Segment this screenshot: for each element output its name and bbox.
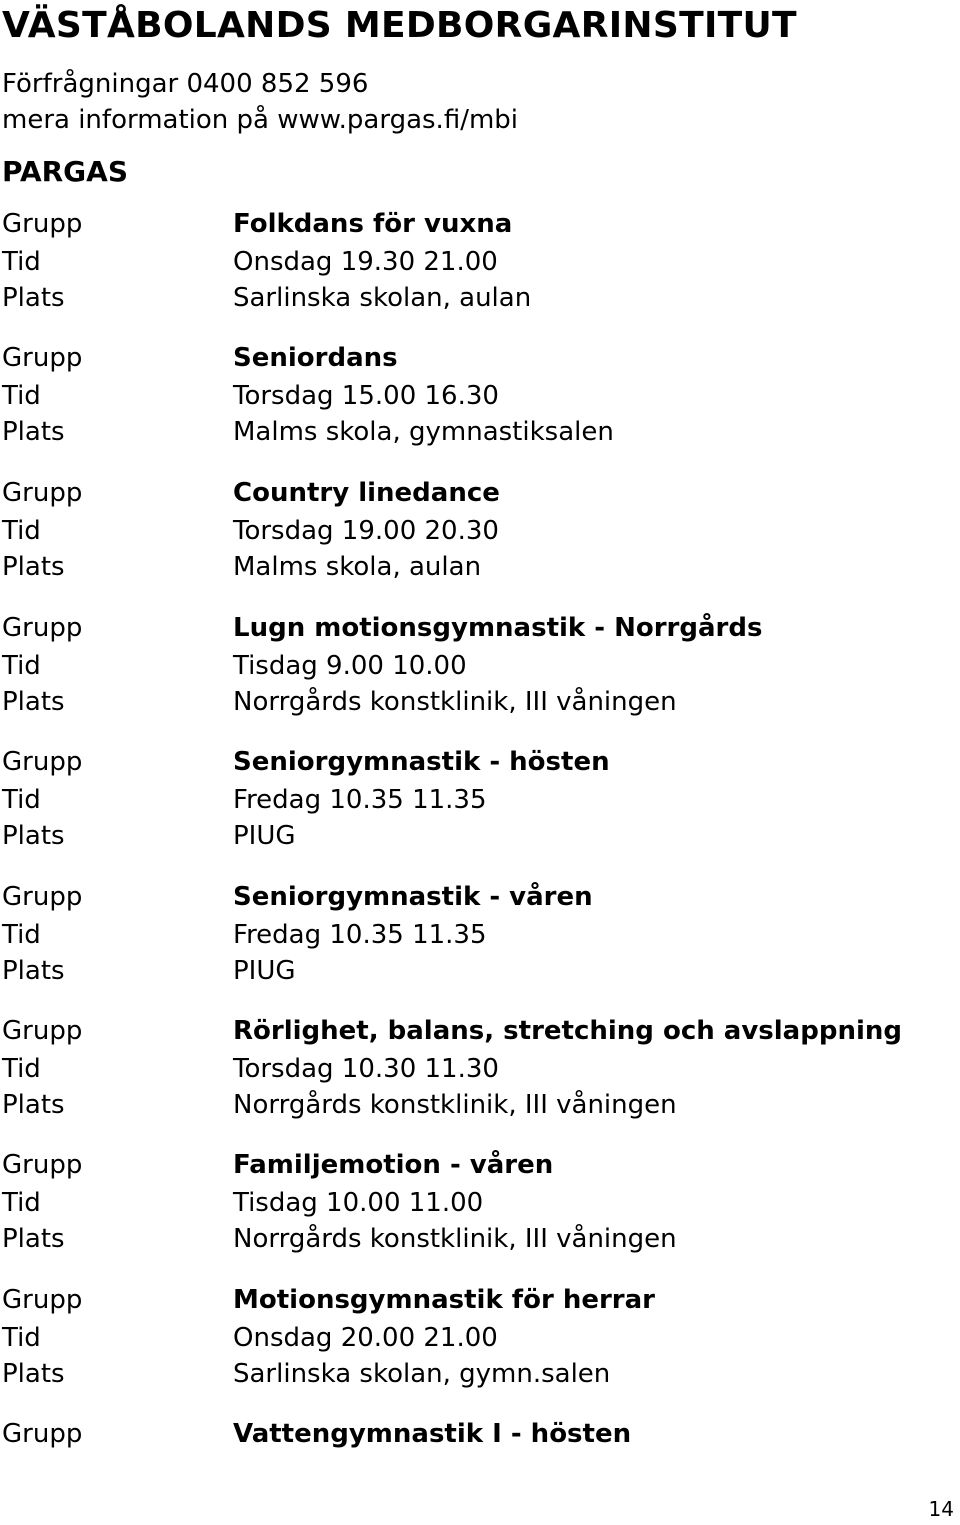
course-place: Norrgårds konstklinik, III våningen	[233, 1224, 677, 1254]
course-place: PIUG	[233, 956, 296, 986]
course-name: Motionsgymnastik för herrar	[233, 1285, 655, 1315]
group-row	[0, 610, 960, 648]
course-entry	[0, 475, 960, 585]
course-time: Torsdag 15.00 16.30	[233, 381, 499, 411]
course-name: Folkdans för vuxna	[233, 209, 513, 239]
course-time: Tisdag 10.00 11.00	[233, 1188, 484, 1218]
course-entry	[0, 610, 960, 720]
document-title: VÄSTÅBOLANDS MEDBORGARINSTITUT	[2, 5, 797, 46]
course-time: Fredag 10.35 11.35	[233, 920, 487, 950]
time-row	[0, 244, 960, 280]
time-row	[0, 1051, 960, 1087]
group-label: Grupp	[2, 343, 83, 373]
course-place: Sarlinska skolan, aulan	[233, 283, 532, 313]
time-label: Tid	[2, 1054, 41, 1084]
place-row	[0, 414, 960, 450]
course-place: PIUG	[233, 821, 296, 851]
group-row	[0, 475, 960, 513]
time-row	[0, 513, 960, 549]
place-row	[0, 1356, 960, 1392]
time-label: Tid	[2, 1188, 41, 1218]
place-label: Plats	[2, 1224, 65, 1254]
group-label: Grupp	[2, 478, 83, 508]
course-place: Norrgårds konstklinik, III våningen	[233, 687, 677, 717]
course-place: Sarlinska skolan, gymn.salen	[233, 1359, 611, 1389]
course-name: Country linedance	[233, 478, 500, 508]
course-time: Onsdag 19.30 21.00	[233, 247, 498, 277]
group-label: Grupp	[2, 1285, 83, 1315]
group-label: Grupp	[2, 882, 83, 912]
course-entry	[0, 744, 960, 854]
time-row	[0, 1185, 960, 1221]
course-name: Seniordans	[233, 343, 398, 373]
group-label: Grupp	[2, 747, 83, 777]
place-label: Plats	[2, 821, 65, 851]
group-row	[0, 1147, 960, 1185]
group-row	[0, 1013, 960, 1051]
place-row	[0, 684, 960, 720]
course-time: Torsdag 19.00 20.30	[233, 516, 499, 546]
time-label: Tid	[2, 1323, 41, 1353]
time-label: Tid	[2, 247, 41, 277]
course-place: Malms skola, gymnastiksalen	[233, 417, 614, 447]
course-name: Familjemotion - våren	[233, 1150, 554, 1180]
group-row	[0, 1416, 960, 1454]
course-entry	[0, 1147, 960, 1257]
place-row	[0, 549, 960, 585]
place-label: Plats	[2, 687, 65, 717]
place-label: Plats	[2, 1090, 65, 1120]
course-time: Fredag 10.35 11.35	[233, 785, 487, 815]
course-entry	[0, 206, 960, 316]
time-label: Tid	[2, 381, 41, 411]
course-time: Torsdag 10.30 11.30	[233, 1054, 499, 1084]
course-name: Seniorgymnastik - våren	[233, 882, 593, 912]
place-label: Plats	[2, 417, 65, 447]
course-entry	[0, 1416, 960, 1454]
group-row	[0, 340, 960, 378]
group-label: Grupp	[2, 1016, 83, 1046]
group-label: Grupp	[2, 613, 83, 643]
course-entry	[0, 1013, 960, 1123]
time-row	[0, 917, 960, 953]
course-name: Seniorgymnastik - hösten	[233, 747, 610, 777]
course-time: Onsdag 20.00 21.00	[233, 1323, 498, 1353]
course-entry	[0, 879, 960, 989]
course-place: Malms skola, aulan	[233, 552, 482, 582]
place-row	[0, 1221, 960, 1257]
time-label: Tid	[2, 516, 41, 546]
place-label: Plats	[2, 1359, 65, 1389]
place-row	[0, 1087, 960, 1123]
time-row	[0, 1320, 960, 1356]
place-label: Plats	[2, 956, 65, 986]
group-label: Grupp	[2, 1150, 83, 1180]
course-name: Lugn motionsgymnastik - Norrgårds	[233, 613, 763, 643]
inquiries-line: Förfrågningar 0400 852 596	[2, 69, 369, 99]
more-info-line: mera information på www.pargas.fi/mbi	[2, 105, 519, 135]
place-label: Plats	[2, 283, 65, 313]
course-entry	[0, 1282, 960, 1392]
time-label: Tid	[2, 651, 41, 681]
group-label: Grupp	[2, 1419, 83, 1449]
group-row	[0, 744, 960, 782]
time-label: Tid	[2, 785, 41, 815]
region-heading: PARGAS	[2, 155, 128, 188]
group-row	[0, 206, 960, 244]
course-entry	[0, 340, 960, 450]
group-row	[0, 1282, 960, 1320]
place-row	[0, 818, 960, 854]
course-name: Rörlighet, balans, stretching och avslappning	[233, 1016, 902, 1046]
course-place: Norrgårds konstklinik, III våningen	[233, 1090, 677, 1120]
course-name: Vattengymnastik I - hösten	[233, 1419, 632, 1449]
course-time: Tisdag 9.00 10.00	[233, 651, 467, 681]
time-row	[0, 648, 960, 684]
place-row	[0, 953, 960, 989]
time-label: Tid	[2, 920, 41, 950]
time-row	[0, 782, 960, 818]
page-number: 14	[928, 1497, 954, 1521]
time-row	[0, 378, 960, 414]
group-row	[0, 879, 960, 917]
group-label: Grupp	[2, 209, 83, 239]
place-label: Plats	[2, 552, 65, 582]
place-row	[0, 280, 960, 316]
